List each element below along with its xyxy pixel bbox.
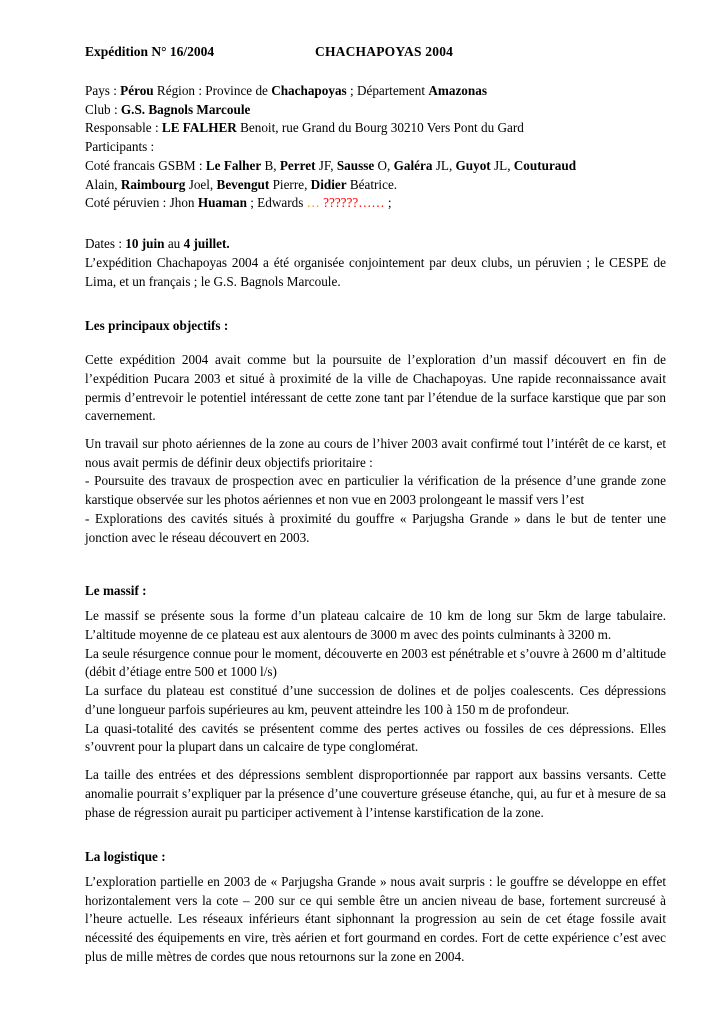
dates-connector: au: [164, 236, 184, 252]
participant-name: Didier: [310, 176, 347, 192]
ellipsis-marker: …: [306, 195, 324, 211]
participant-initial: Béatrice.: [346, 176, 398, 192]
club-label: Club :: [85, 101, 121, 117]
dates-label: Dates :: [85, 236, 126, 252]
participant-name: Bevengut: [216, 176, 270, 192]
participant-name: Couturaud: [513, 157, 577, 173]
department-label: ; Département: [346, 83, 429, 98]
massif-paragraph-2: La seule résurgence connue pour le moment, découverte en 2003 est pénétrable et s’ouvre à 2600 m d’altitude (débit d’étiage entre 500 et 1000 l/s): [85, 645, 666, 680]
participants-french-line: [85, 157, 666, 176]
participants-label: Participants :: [85, 139, 155, 155]
participant-initial: Alain,: [85, 176, 121, 192]
country-value: Pérou: [120, 83, 154, 98]
region-label: Région : Province de: [153, 83, 272, 98]
responsible-address: Benoit, rue Grand du Bourg 30210 Vers Pont du Gard: [236, 120, 524, 136]
participant-initial: Joel,: [185, 176, 217, 192]
participant-initial: JF,: [315, 157, 337, 173]
participant-name: Le Falher: [205, 157, 262, 173]
participant-name: ; Edwards: [246, 195, 307, 211]
logistics-title: La logistique :: [85, 849, 166, 865]
french-side-label: Coté francais GSBM :: [85, 157, 206, 173]
massif-paragraph-4: La quasi-totalité des cavités se présentent comme des pertes actives ou fossiles de ces dépressions. Elles s’ouvrent pour la plupart dans un calcaire de type conglomérat.: [85, 720, 666, 755]
province-value: Chachapoyas: [271, 83, 347, 98]
objectives-paragraph-2: Un travail sur photo aériennes de la zone au cours de l’hiver 2003 avait confirmé tout l’intérêt de ce karst, et nous avait permis de définir deux objectifs prioritaire :: [85, 436, 666, 470]
massif-paragraph-3: La surface du plateau est constitué d’une succession de dolines et de poljes coalescents. Ces dépressions d’une longueur parfois supérieures au km, peuvent atteindre les 100 à 150 m de profondeur.: [85, 683, 666, 717]
expedition-number: Expédition N° 16/2004: [85, 44, 215, 59]
logistics-paragraph-1: L’exploration partielle en 2003 de « Parjugsha Grande » nous avait surpris : le gouffre se développe en effet horizontalement vers la cote – 200 sur ce qui semble être un ancien niveau de base, fortement surcreusé à l’heure actuelle. Les réseaux inférieurs étant siphonnant la progression au sein de cet étage fossile avait nécessité des équipements en vire, très aérien et fort gourmand en cordes. Fort de cette expérience c’est avec plus de mille mètres de cordes que nous retournons sur la zone en 2004.: [85, 873, 666, 964]
document-title: CHACHAPOYAS 2004: [315, 44, 454, 59]
participant-name: Huaman: [197, 195, 247, 211]
objectives-title: Les principaux objectifs :: [85, 318, 229, 334]
department-value: Amazonas: [428, 83, 487, 98]
responsible-label: Responsable :: [85, 120, 162, 136]
objectives-bullet-1: - Poursuite des travaux de prospection avec en particulier la vérification de la présence d’une grande zone karstique observée sur les photos aériennes et non vue en 2003 prolongeant le massif vers l’est: [85, 473, 666, 508]
massif-paragraph-5: La taille des entrées et des dépressions semblent disproportionnée par rapport aux bassins versants. Cette anomalie pourrait s’expliquer par la présence d’une couverture gréseuse étanche, qui, au fur et à mesure de sa phase de régression aurait pu participer activement à l’intense karstification de la zone.: [85, 767, 666, 820]
line-terminator: ;: [387, 195, 392, 211]
logistics-section: [85, 848, 666, 966]
date-end: 4 juillet.: [183, 236, 230, 252]
objectives-paragraph-1: Cette expédition 2004 avait comme but la poursuite de l’exploration d’un massif découvert en fin de l’expédition Pucara 2003 et situé à proximité de la ville de Chachapoyas. Une rapide reconnaissance avait permis d’entrevoir le potentiel intéressant de cette zone tant par l’étendue de la surface karstique que par son cavernement.: [85, 352, 666, 424]
country-line: [85, 82, 666, 101]
participant-initial: JL,: [432, 157, 456, 173]
participant-name: Galéra: [393, 157, 433, 173]
massif-section: [85, 582, 666, 822]
peruvian-side-label: Coté péruvien : Jhon: [85, 195, 198, 211]
document-header: [85, 44, 666, 60]
dates-line: [85, 235, 666, 254]
dates-paragraph: L’expédition Chachapoyas 2004 a été organisée conjointement par deux clubs, un péruvien ; le CESPE de Lima, et un français ; le G.S. Bagnols Marcoule.: [85, 254, 666, 289]
participants-french-line-2: [85, 176, 666, 195]
objectives-bullet-2: - Explorations des cavités situés à proximité du gouffre « Parjugsha Grande » dans le but de tenter une jonction avec le réseau découvert en 2003.: [85, 510, 666, 545]
club-value: G.S. Bagnols Marcoule: [120, 101, 251, 117]
participants-peruvian-line: [85, 194, 666, 213]
objectives-section: [85, 317, 666, 547]
participant-name: Sausse: [336, 157, 375, 173]
date-start: 10 juin: [125, 236, 165, 252]
club-line: [85, 101, 666, 120]
participant-initial: Pierre,: [269, 176, 311, 192]
country-label: Pays :: [85, 83, 121, 98]
responsible-line: [85, 119, 666, 138]
participant-initial: JL,: [490, 157, 514, 173]
participant-initial: B,: [261, 157, 280, 173]
participant-name: Perret: [279, 157, 316, 173]
massif-title: Le massif :: [85, 583, 147, 599]
identity-block: [85, 82, 666, 213]
dates-block: [85, 235, 666, 291]
unknown-placeholder: ??????……: [323, 195, 388, 211]
participant-name: Raimbourg: [120, 176, 186, 192]
participant-initial: O,: [374, 157, 394, 173]
participant-name: Guyot: [455, 157, 491, 173]
responsible-name: LE FALHER: [161, 120, 237, 136]
massif-paragraph-1: Le massif se présente sous la forme d’un plateau calcaire de 10 km de long sur 5km de large tabulaire. L’altitude moyenne de ce plateau est aux alentours de 3000 m avec des points culminants à 3200 m.: [85, 608, 666, 642]
